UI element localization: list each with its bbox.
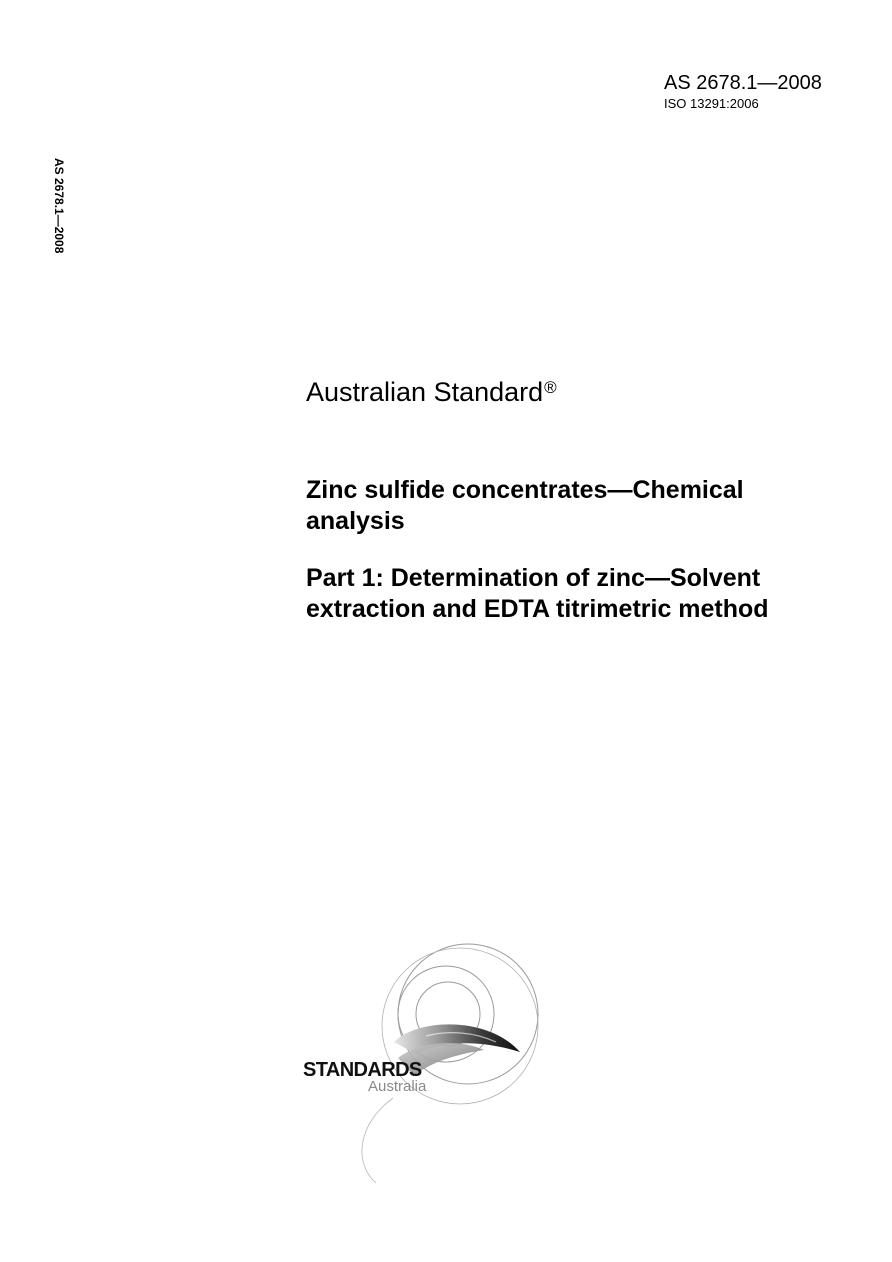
standards-australia-logo bbox=[298, 938, 548, 1188]
brand-title bbox=[306, 376, 557, 408]
logo-wordmark: STANDARDS bbox=[303, 1059, 422, 1081]
document-title: Zinc sulfide concentrates—Chemical analysis bbox=[306, 476, 744, 535]
document-subtitle: Part 1: Determination of zinc—Solvent extraction and EDTA titrimetric method bbox=[306, 564, 769, 623]
spine-text: AS 2678.1—2008 bbox=[52, 158, 66, 254]
standard-number: AS 2678.1—2008 bbox=[664, 72, 822, 94]
brand-title-text: Australian Standard bbox=[306, 377, 544, 407]
iso-reference: ISO 13291:2006 bbox=[664, 96, 759, 111]
logo-sub-wordmark: Australia bbox=[368, 1078, 427, 1095]
spine-label bbox=[51, 158, 67, 278]
registered-mark: ® bbox=[544, 378, 557, 397]
